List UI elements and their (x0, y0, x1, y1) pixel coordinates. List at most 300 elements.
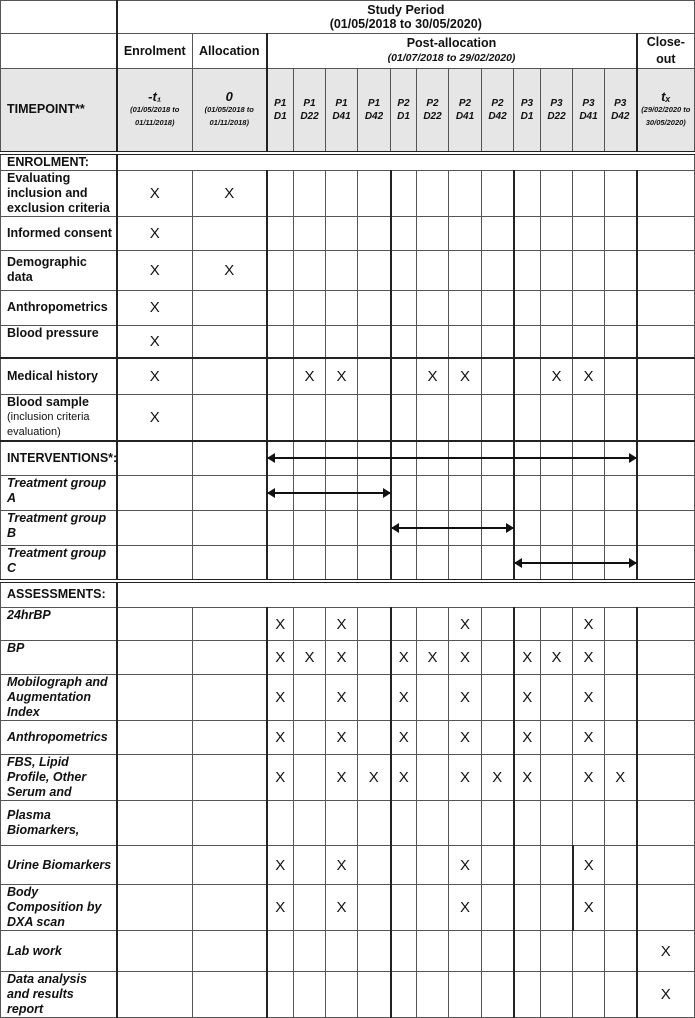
close-out-cell (637, 511, 695, 546)
row-label: Body Composition by DXA scan (1, 885, 117, 931)
enrolment-cell: X (117, 394, 193, 441)
period-cell: X (267, 641, 294, 675)
allocation-timepoint-value: 0 (225, 89, 233, 105)
period-cell (605, 476, 637, 511)
timepoint-p2-d1 (391, 69, 417, 153)
row-label-text: Demographic data (7, 255, 87, 284)
period-cell (391, 476, 417, 511)
period-cell (541, 801, 573, 846)
period-cell (358, 931, 391, 972)
day-label: D42 (611, 110, 630, 122)
period-cell: X (417, 358, 449, 394)
period-cell (514, 846, 541, 885)
period-cell (482, 394, 514, 441)
period-cell (482, 721, 514, 755)
close-out-header: Close-out (637, 34, 695, 69)
period-cell (541, 394, 573, 441)
period-cell (514, 394, 541, 441)
enrolment-cell (117, 441, 193, 476)
timepoint-p1-d41 (326, 69, 358, 153)
allocation-timepoint-dates: (01/05/2018 to 01/11/2018) (204, 105, 254, 128)
period-cell (482, 931, 514, 972)
row-label (1, 250, 117, 290)
period-cell (449, 250, 482, 290)
row-label (1, 290, 117, 325)
period-cell: X (514, 721, 541, 755)
period-cell (267, 290, 294, 325)
period-cell (358, 290, 391, 325)
row-label: Data analysis and results report (1, 972, 117, 1018)
allocation-cell (193, 931, 267, 972)
period-cell (482, 250, 514, 290)
period-cell (573, 325, 605, 358)
period-label: P1 (335, 97, 348, 109)
assessment-row (1, 721, 695, 755)
period-label: P1 (274, 97, 287, 109)
period-cell (541, 931, 573, 972)
enrolment-row (1, 394, 695, 441)
enrolment-row (1, 358, 695, 394)
period-cell (541, 170, 573, 216)
close-out-cell (637, 675, 695, 721)
period-cell (326, 931, 358, 972)
period-cell (294, 885, 326, 931)
period-cell (482, 972, 514, 1018)
assessment-row (1, 931, 695, 972)
period-cell: X (294, 358, 326, 394)
period-cell (294, 290, 326, 325)
duration-arrow (392, 527, 513, 529)
period-cell (358, 608, 391, 641)
period-cell: X (482, 755, 514, 801)
section-interventions-heading: INTERVENTIONS*: (1, 441, 117, 476)
day-label: D1 (520, 110, 534, 122)
timepoint-label: TIMEPOINT** (1, 69, 117, 153)
period-cell (267, 216, 294, 250)
allocation-cell (193, 358, 267, 394)
period-cell (605, 511, 637, 546)
enrolment-cell (117, 721, 193, 755)
section-enrolment-heading: ENROLMENT: (1, 153, 117, 171)
period-label: P3 (582, 97, 595, 109)
period-cell (541, 608, 573, 641)
period-cell: X (391, 721, 417, 755)
enrolment-row (1, 216, 695, 250)
study-period-header (117, 1, 695, 34)
day-label: D41 (332, 110, 351, 122)
period-cell (294, 931, 326, 972)
period-cell (573, 801, 605, 846)
enrolment-row (1, 170, 695, 216)
period-cell: X (326, 721, 358, 755)
period-cell (514, 476, 541, 511)
assessment-row (1, 675, 695, 721)
timepoint-p1-d42 (358, 69, 391, 153)
period-cell (605, 675, 637, 721)
period-cell (573, 476, 605, 511)
period-cell (391, 216, 417, 250)
period-cell (514, 972, 541, 1018)
period-cell: X (267, 608, 294, 641)
period-cell: X (514, 755, 541, 801)
period-cell: X (514, 675, 541, 721)
timepoint-p2-d41 (449, 69, 482, 153)
row-label-text: Informed consent (7, 225, 112, 240)
period-cell (449, 394, 482, 441)
period-cell (358, 170, 391, 216)
enrolment-cell (117, 675, 193, 721)
timepoint-p2-d42 (482, 69, 514, 153)
period-cell: X (573, 755, 605, 801)
period-cell (417, 972, 449, 1018)
period-cell: X (449, 675, 482, 721)
close-out-cell (637, 325, 695, 358)
row-label-text: Blood sample (7, 394, 89, 409)
period-label: P3 (614, 97, 627, 109)
row-label: FBS, Lipid Profile, Other Serum and (1, 755, 117, 801)
period-cell (294, 801, 326, 846)
period-cell: X (573, 721, 605, 755)
period-cell (391, 931, 417, 972)
period-cell (449, 290, 482, 325)
section-enrolment-blank (117, 153, 695, 171)
period-cell (541, 885, 573, 931)
period-cell (358, 511, 391, 546)
close-out-cell (637, 641, 695, 675)
allocation-cell (193, 608, 267, 641)
period-label: P2 (491, 97, 504, 109)
period-cell (391, 290, 417, 325)
period-cell (267, 170, 294, 216)
timepoint-p3-d1 (514, 69, 541, 153)
post-allocation-header (267, 34, 637, 69)
period-cell (482, 216, 514, 250)
close-out-cell (637, 250, 695, 290)
period-cell: X (605, 755, 637, 801)
period-cell (449, 931, 482, 972)
period-cell (605, 358, 637, 394)
enrolment-timepoint-dates: (01/05/2018 to 01/11/2018) (130, 105, 180, 128)
period-cell (294, 170, 326, 216)
period-cell: X (417, 641, 449, 675)
period-cell: X (267, 755, 294, 801)
period-cell (391, 170, 417, 216)
period-cell (482, 290, 514, 325)
period-cell (482, 358, 514, 394)
period-cell (358, 358, 391, 394)
period-cell: X (449, 358, 482, 394)
period-cell (541, 511, 573, 546)
period-cell (326, 170, 358, 216)
period-cell: X (267, 721, 294, 755)
assessment-row (1, 972, 695, 1018)
close-out-cell (637, 721, 695, 755)
period-cell (605, 608, 637, 641)
period-cell (482, 801, 514, 846)
period-label: P2 (458, 97, 472, 109)
period-cell (326, 250, 358, 290)
period-cell (417, 755, 449, 801)
assessment-row (1, 641, 695, 675)
allocation-header: Allocation (193, 34, 267, 69)
period-cell (391, 358, 417, 394)
period-cell (358, 721, 391, 755)
row-label-text: Evaluating inclusion and exclusion criteria (7, 170, 110, 215)
period-cell (514, 885, 541, 931)
period-cell (417, 170, 449, 216)
period-cell (514, 358, 541, 394)
treatment-group-label: Treatment group C (1, 546, 117, 581)
period-cell (573, 972, 605, 1018)
allocation-cell (193, 675, 267, 721)
period-cell (605, 721, 637, 755)
period-cell (482, 885, 514, 931)
period-cell (541, 290, 573, 325)
period-cell (605, 325, 637, 358)
period-cell (267, 801, 294, 846)
assessment-row (1, 755, 695, 801)
period-cell (605, 250, 637, 290)
treatment-group-label: Treatment group A (1, 476, 117, 511)
assessment-row (1, 846, 695, 885)
period-cell (417, 476, 449, 511)
period-cell: X (573, 641, 605, 675)
period-cell: X (541, 641, 573, 675)
period-cell (391, 972, 417, 1018)
period-cell: X (267, 885, 294, 931)
period-cell (514, 290, 541, 325)
period-cell (294, 755, 326, 801)
period-cell (391, 394, 417, 441)
period-cell (267, 325, 294, 358)
period-cell (514, 931, 541, 972)
row-label (1, 358, 117, 394)
period-cell (573, 250, 605, 290)
period-cell (294, 972, 326, 1018)
close-out-cell (637, 441, 695, 476)
period-cell: X (391, 641, 417, 675)
enrolment-cell: X (117, 250, 193, 290)
corner-cell-2 (1, 34, 117, 69)
period-cell (605, 290, 637, 325)
close-out-cell: X (637, 931, 695, 972)
duration-arrow (515, 562, 636, 564)
close-out-cell (637, 358, 695, 394)
close-out-cell: X (637, 972, 695, 1018)
period-cell (605, 641, 637, 675)
period-cell (417, 608, 449, 641)
day-label: D1 (273, 110, 287, 122)
period-cell (573, 290, 605, 325)
day-label: D41 (455, 110, 475, 122)
enrolment-cell: X (117, 358, 193, 394)
period-cell: X (391, 755, 417, 801)
period-cell (417, 721, 449, 755)
period-cell (358, 972, 391, 1018)
period-cell (391, 801, 417, 846)
period-cell (417, 325, 449, 358)
period-cell (267, 358, 294, 394)
close-out-cell (637, 476, 695, 511)
period-cell (358, 250, 391, 290)
enrolment-cell: X (117, 290, 193, 325)
enrolment-cell: X (117, 216, 193, 250)
timepoint-p2-d22 (417, 69, 449, 153)
period-cell (605, 801, 637, 846)
timepoint-p3-d41 (573, 69, 605, 153)
period-cell: X (573, 885, 605, 931)
period-label: P2 (397, 97, 410, 109)
period-cell (391, 325, 417, 358)
allocation-cell (193, 394, 267, 441)
period-cell (294, 608, 326, 641)
period-label: P3 (550, 97, 563, 109)
close-out-cell (637, 170, 695, 216)
period-cell: X (449, 846, 482, 885)
period-cell (417, 290, 449, 325)
allocation-cell (193, 641, 267, 675)
close-out-timepoint (637, 69, 695, 153)
row-label: 24hrBP (1, 608, 117, 641)
period-cell: X (326, 885, 358, 931)
period-cell (482, 325, 514, 358)
close-out-cell (637, 755, 695, 801)
period-cell (514, 511, 541, 546)
period-cell: X (449, 641, 482, 675)
period-cell (605, 885, 637, 931)
period-cell (449, 170, 482, 216)
period-cell (358, 846, 391, 885)
period-cell (541, 972, 573, 1018)
allocation-cell (193, 721, 267, 755)
period-cell (514, 170, 541, 216)
enrolment-cell (117, 608, 193, 641)
period-cell (541, 216, 573, 250)
period-cell (391, 846, 417, 885)
allocation-cell: X (193, 250, 267, 290)
enrolment-cell (117, 511, 193, 546)
period-cell (482, 641, 514, 675)
period-cell: X (391, 675, 417, 721)
period-cell (482, 608, 514, 641)
period-cell (294, 846, 326, 885)
period-cell: X (573, 846, 605, 885)
enrolment-row (1, 250, 695, 290)
period-cell (326, 216, 358, 250)
enrolment-row (1, 290, 695, 325)
period-cell (449, 325, 482, 358)
period-cell (573, 511, 605, 546)
period-cell: X (267, 675, 294, 721)
period-cell (417, 546, 449, 581)
period-cell (326, 546, 358, 581)
row-label: BP (1, 641, 117, 675)
period-cell: X (541, 358, 573, 394)
period-cell (541, 721, 573, 755)
enrolment-cell (117, 755, 193, 801)
enrolment-header: Enrolment (117, 34, 193, 69)
period-cell (449, 476, 482, 511)
allocation-cell (193, 511, 267, 546)
period-cell (573, 170, 605, 216)
day-label: D42 (488, 110, 507, 122)
period-cell (417, 675, 449, 721)
duration-arrow (268, 492, 390, 494)
period-label: P1 (367, 97, 381, 109)
period-cell: X (449, 608, 482, 641)
period-cell: X (514, 641, 541, 675)
close-out-cell (637, 546, 695, 581)
period-cell (605, 170, 637, 216)
enrolment-cell (117, 885, 193, 931)
allocation-cell (193, 972, 267, 1018)
timepoint-p3-d22 (541, 69, 573, 153)
period-cell (417, 931, 449, 972)
period-cell: X (449, 885, 482, 931)
period-cell (358, 641, 391, 675)
enrolment-cell (117, 972, 193, 1018)
period-cell: X (267, 846, 294, 885)
allocation-cell (193, 441, 267, 476)
period-cell: X (573, 608, 605, 641)
period-cell: X (573, 358, 605, 394)
day-label: D1 (397, 110, 410, 122)
period-cell (294, 250, 326, 290)
row-label (1, 216, 117, 250)
period-cell (449, 216, 482, 250)
period-cell (482, 846, 514, 885)
period-cell (267, 250, 294, 290)
close-out-timepoint-dates: (29/02/2020 to 30/05/2020) (641, 105, 691, 128)
timepoint-p3-d42 (605, 69, 637, 153)
period-cell: X (326, 358, 358, 394)
study-period-title: Study Period (367, 3, 445, 17)
period-cell (514, 608, 541, 641)
timepoint-p1-d22 (294, 69, 326, 153)
row-label-text: Anthropometrics (7, 300, 108, 314)
period-cell (541, 250, 573, 290)
period-cell (449, 801, 482, 846)
period-cell (267, 394, 294, 441)
post-allocation-dates: (01/07/2018 to 29/02/2020) (387, 52, 516, 64)
period-cell (417, 885, 449, 931)
period-cell (541, 476, 573, 511)
period-cell (605, 216, 637, 250)
enrolment-timepoint (117, 69, 193, 153)
row-label-text: Blood pressure (7, 325, 99, 340)
period-cell (573, 394, 605, 441)
enrolment-cell (117, 801, 193, 846)
period-cell (267, 546, 294, 581)
period-cell (294, 721, 326, 755)
period-cell (482, 476, 514, 511)
period-cell (326, 325, 358, 358)
period-cell: X (326, 755, 358, 801)
period-cell: X (326, 608, 358, 641)
period-cell (358, 325, 391, 358)
row-label-text: Medical history (7, 368, 98, 383)
period-cell (514, 325, 541, 358)
day-label: D22 (547, 110, 566, 122)
period-cell (514, 216, 541, 250)
period-cell: X (326, 846, 358, 885)
row-label (1, 325, 117, 358)
close-out-cell (637, 885, 695, 931)
period-cell (358, 801, 391, 846)
period-cell (417, 801, 449, 846)
period-cell (482, 170, 514, 216)
day-label: D22 (423, 110, 442, 122)
